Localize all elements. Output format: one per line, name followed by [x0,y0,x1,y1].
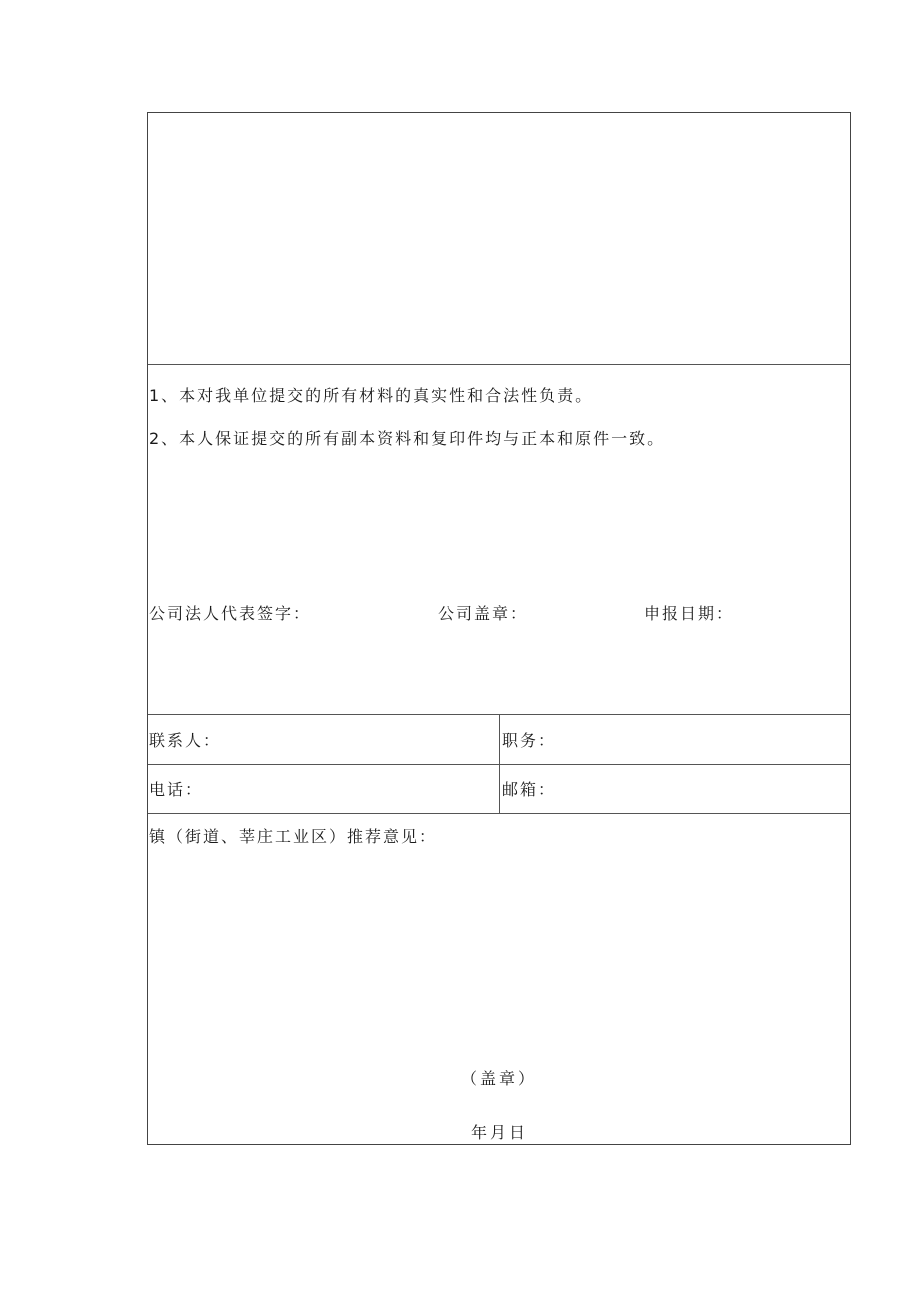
row-divider [148,764,850,765]
application-form-table [147,112,851,1145]
declaration-item-1: 1、本对我单位提交的所有材料的真实性和合法性负责。 [149,386,594,405]
row-divider [148,364,850,365]
email-label: 邮箱： [502,780,557,799]
position-label: 职务： [502,731,557,750]
declaration-date-label: 申报日期： [644,604,735,623]
row-divider [148,813,850,814]
phone-label: 电话： [149,780,204,799]
declaration-item-2: 2、本人保证提交的所有副本资料和复印件均与正本和原件一致。 [149,429,666,448]
town-recommendation-label: 镇（街道、莘庄工业区）推荐意见： [149,827,438,846]
blank-content-section [148,113,850,365]
contact-person-label: 联系人： [149,731,222,750]
legal-representative-signature-label: 公司法人代表签字： [149,604,312,623]
company-seal-label: 公司盖章： [438,604,529,623]
recommendation-date-label: 年月日 [471,1123,529,1142]
recommendation-seal-label: （盖章） [461,1069,538,1088]
